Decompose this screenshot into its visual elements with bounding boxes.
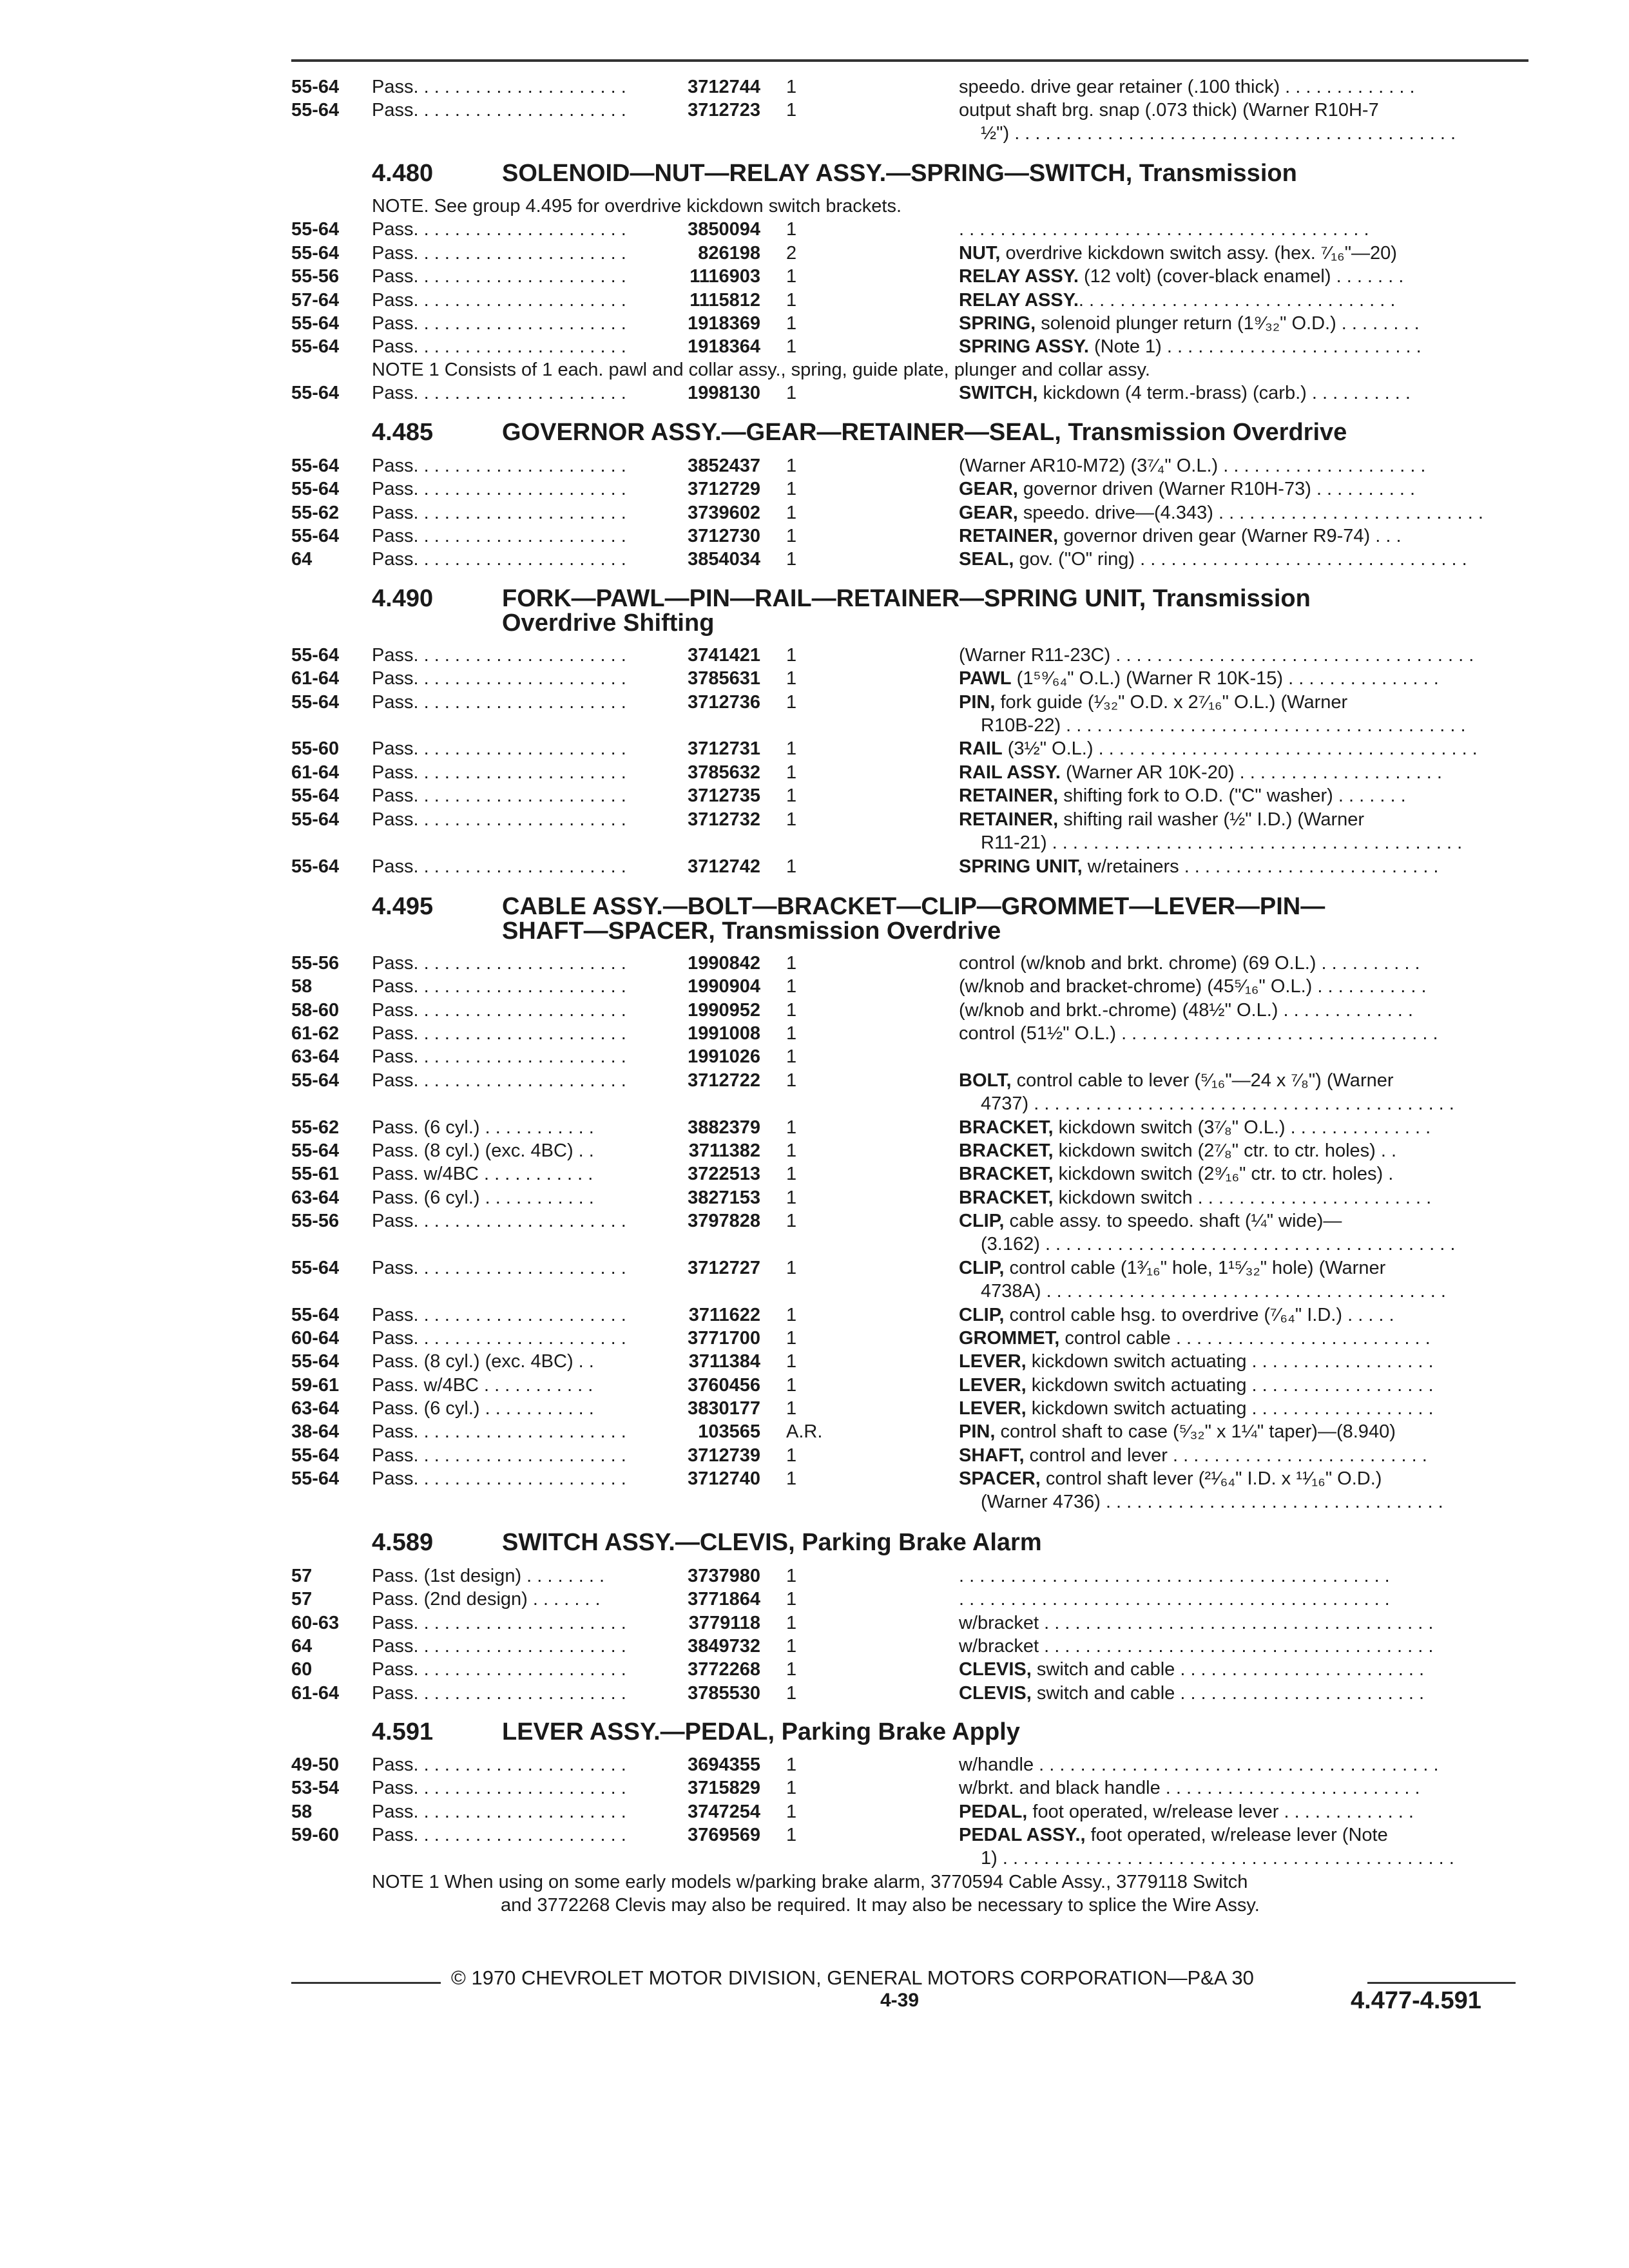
model-years: 63-64 — [291, 1046, 340, 1067]
quantity: 1 — [786, 1802, 797, 1822]
copyright: © 1970 CHEVROLET MOTOR DIVISION, GENERAL MOTORS CORPORATION—P&A 30 — [451, 1966, 1254, 1989]
description: speedo. drive gear retainer (.100 thick) . . . . . . . . . . . . . — [959, 77, 1415, 97]
model-years: 61-64 — [291, 762, 340, 783]
part-number: 3785632 — [688, 762, 760, 783]
quantity: 1 — [786, 219, 797, 240]
part-number: 3712744 — [688, 77, 760, 97]
application: Pass. . . . . . . . . . . . . . . . . . . . . — [372, 1802, 626, 1822]
group-title: LEVER ASSY.—PEDAL, Parking Brake Apply — [502, 1718, 1020, 1745]
model-years: 49-50 — [291, 1754, 340, 1775]
quantity: 1 — [786, 809, 797, 830]
description: BRACKET, kickdown switch (3⁷⁄₈" O.L.) . . . . . . . . . . . . . . — [959, 1117, 1431, 1138]
model-years: 55-56 — [291, 266, 340, 287]
quantity: 1 — [786, 1000, 797, 1021]
quantity: 1 — [786, 1117, 797, 1138]
part-number: 3712735 — [688, 785, 760, 806]
quantity: 1 — [786, 1140, 797, 1161]
model-years: 63-64 — [291, 1398, 340, 1419]
part-number: 3712739 — [688, 1445, 760, 1466]
part-number: 3779118 — [688, 1613, 760, 1633]
part-number: 3712732 — [688, 809, 760, 830]
description: . . . . . . . . . . . . . . . . . . . . . . . . . . . . . . . . . . . . . . . . . . — [959, 1589, 1390, 1610]
description: SPACER, control shaft lever (²¹⁄₆₄" I.D. x ¹¹⁄₁₆" O.D.) — [959, 1468, 1382, 1489]
model-years: 64 — [291, 1636, 313, 1657]
description: BRACKET, kickdown switch (2⁷⁄₈" ctr. to ctr. holes) . . — [959, 1140, 1397, 1161]
quantity: 1 — [786, 100, 797, 120]
model-years: 60-64 — [291, 1328, 340, 1349]
quantity: 1 — [786, 479, 797, 499]
quantity: 1 — [786, 692, 797, 713]
application: Pass. . . . . . . . . . . . . . . . . . . . . — [372, 1778, 626, 1798]
model-years: 59-61 — [291, 1375, 340, 1396]
model-years: 61-64 — [291, 668, 340, 689]
application: Pass. . . . . . . . . . . . . . . . . . . . . — [372, 1305, 626, 1325]
description: PEDAL, foot operated, w/release lever . . . . . . . . . . . . . — [959, 1802, 1414, 1822]
part-number: 3712727 — [688, 1258, 760, 1278]
model-years: 55-64 — [291, 1351, 340, 1372]
group-number: 4.591 — [372, 1718, 434, 1745]
part-number: 3712740 — [688, 1468, 760, 1489]
part-number: 3712729 — [688, 479, 760, 499]
application: Pass. . . . . . . . . . . . . . . . . . . . . — [372, 243, 626, 264]
description: SHAFT, control and lever . . . . . . . . . . . . . . . . . . . . . . . . . — [959, 1445, 1427, 1466]
quantity: 1 — [786, 503, 797, 523]
description: control (w/knob and brkt. chrome) (69 O.L.) . . . . . . . . . . — [959, 953, 1420, 974]
description: LEVER, kickdown switch actuating . . . . . . . . . . . . . . . . . . — [959, 1375, 1434, 1396]
model-years: 58 — [291, 1802, 313, 1822]
quantity: 1 — [786, 1258, 797, 1278]
model-years: 55-64 — [291, 383, 340, 403]
quantity: 1 — [786, 976, 797, 997]
model-years: 55-61 — [291, 1164, 340, 1184]
description: LEVER, kickdown switch actuating . . . . . . . . . . . . . . . . . . — [959, 1351, 1434, 1372]
application: Pass. . . . . . . . . . . . . . . . . . . . . — [372, 100, 626, 120]
quantity: 2 — [786, 243, 797, 264]
part-number: 1918369 — [688, 313, 760, 334]
model-years: 59-60 — [291, 1825, 340, 1845]
description: RELAY ASSY. (12 volt) (cover-black enamel) . . . . . . . — [959, 266, 1404, 287]
model-years: 55-64 — [291, 336, 340, 357]
model-years: 55-64 — [291, 1468, 340, 1489]
model-years: 55-64 — [291, 856, 340, 877]
part-number: 3711384 — [688, 1351, 760, 1372]
application: Pass. . . . . . . . . . . . . . . . . . . . . — [372, 336, 626, 357]
quantity: 1 — [786, 856, 797, 877]
model-years: 53-54 — [291, 1778, 340, 1798]
model-years: 60 — [291, 1659, 313, 1680]
group-title: SWITCH ASSY.—CLEVIS, Parking Brake Alarm — [502, 1529, 1042, 1556]
model-years: 57 — [291, 1589, 313, 1610]
quantity: 1 — [786, 336, 797, 357]
description: (w/knob and bracket-chrome) (45⁵⁄₁₆" O.L.) . . . . . . . . . . . — [959, 976, 1427, 997]
note: NOTE. See group 4.495 for overdrive kickdown switch brackets. — [372, 196, 902, 216]
model-years: 55-64 — [291, 1445, 340, 1466]
application: Pass. . . . . . . . . . . . . . . . . . . . . — [372, 1328, 626, 1349]
part-number: 3712723 — [688, 100, 760, 120]
description: . . . . . . . . . . . . . . . . . . . . . . . . . . . . . . . . . . . . . . . . — [959, 219, 1369, 240]
part-number: 3849732 — [688, 1636, 760, 1657]
description: GEAR, governor driven (Warner R10H-73) . . . . . . . . . . — [959, 479, 1416, 499]
model-years: 55-64 — [291, 243, 340, 264]
quantity: 1 — [786, 1305, 797, 1325]
group-range: 4.477-4.591 — [1351, 1987, 1481, 2014]
application: Pass. . . . . . . . . . . . . . . . . . . . . — [372, 1636, 626, 1657]
model-years: 55-64 — [291, 645, 340, 666]
description: SPRING, solenoid plunger return (1⁹⁄₃₂" O.D.) . . . . . . . . — [959, 313, 1420, 334]
quantity: 1 — [786, 549, 797, 570]
quantity: 1 — [786, 738, 797, 759]
quantity: 1 — [786, 1070, 797, 1091]
part-number: 3694355 — [688, 1754, 760, 1775]
top-rule — [291, 59, 1528, 62]
part-number: 3715829 — [688, 1778, 760, 1798]
quantity: 1 — [786, 1164, 797, 1184]
application: Pass. . . . . . . . . . . . . . . . . . . . . — [372, 1445, 626, 1466]
part-number: 1918364 — [688, 336, 760, 357]
application: Pass. (6 cyl.) . . . . . . . . . . . — [372, 1398, 594, 1419]
part-number: 3772268 — [688, 1659, 760, 1680]
quantity: 1 — [786, 1445, 797, 1466]
application: Pass. . . . . . . . . . . . . . . . . . . . . — [372, 526, 626, 546]
part-number: 3854034 — [688, 549, 760, 570]
description: GROMMET, control cable . . . . . . . . . . . . . . . . . . . . . . . . . — [959, 1328, 1431, 1349]
application: Pass. . . . . . . . . . . . . . . . . . . . . — [372, 785, 626, 806]
model-years: 57-64 — [291, 290, 340, 311]
model-years: 55-64 — [291, 785, 340, 806]
group-number: 4.495 — [372, 893, 434, 920]
description: RAIL ASSY. (Warner AR 10K-20) . . . . . . . . . . . . . . . . . . . . — [959, 762, 1442, 783]
model-years: 58 — [291, 976, 313, 997]
part-number: 1116903 — [689, 266, 760, 287]
description: PAWL (1⁵⁹⁄₆₄" O.L.) (Warner R 10K-15) . . . . . . . . . . . . . . . — [959, 668, 1439, 689]
model-years: 55-64 — [291, 1070, 340, 1091]
description: GEAR, speedo. drive—(4.343) . . . . . . . . . . . . . . . . . . . . . . . . . . — [959, 503, 1483, 523]
model-years: 55-64 — [291, 313, 340, 334]
application: Pass. (8 cyl.) (exc. 4BC) . . — [372, 1351, 594, 1372]
description: RETAINER, shifting rail washer (½" I.D.) (Warner — [959, 809, 1365, 830]
part-number: 3771864 — [688, 1589, 760, 1610]
part-number: 3722513 — [688, 1164, 760, 1184]
group-title: GOVERNOR ASSY.—GEAR—RETAINER—SEAL, Transmission Overdrive — [502, 419, 1347, 446]
quantity: 1 — [786, 1211, 797, 1231]
part-number: 1990904 — [688, 976, 760, 997]
description: output shaft brg. snap (.073 thick) (Warner R10H-7 — [959, 100, 1379, 120]
application: Pass. . . . . . . . . . . . . . . . . . . . . — [372, 1421, 626, 1442]
part-number: 1990842 — [688, 953, 760, 974]
quantity: 1 — [786, 1683, 797, 1704]
part-number: 1998130 — [688, 383, 760, 403]
description: CLIP, control cable hsg. to overdrive (⁷⁄₆₄" I.D.) . . . . . — [959, 1305, 1394, 1325]
description-continuation: ½") . . . . . . . . . . . . . . . . . . . . . . . . . . . . . . . . . . . . . . . . . . . — [981, 123, 1456, 144]
application: Pass. . . . . . . . . . . . . . . . . . . . . — [372, 503, 626, 523]
application: Pass. . . . . . . . . . . . . . . . . . . . . — [372, 976, 626, 997]
description: RAIL (3½" O.L.) . . . . . . . . . . . . . . . . . . . . . . . . . . . . . . . . . . . . . — [959, 738, 1478, 759]
model-years: 61-64 — [291, 1683, 340, 1704]
quantity: 1 — [786, 290, 797, 311]
part-number: 3830177 — [688, 1398, 760, 1419]
description: NUT, overdrive kickdown switch assy. (hex. ⁷⁄₁₆"—20) — [959, 243, 1397, 264]
description: PIN, control shaft to case (⁵⁄₃₂" x 1¼" taper)—(8.940) — [959, 1421, 1396, 1442]
description: PEDAL ASSY., foot operated, w/release lever (Note — [959, 1825, 1388, 1845]
quantity: 1 — [786, 668, 797, 689]
part-number: 1115812 — [689, 290, 760, 311]
quantity: 1 — [786, 1636, 797, 1657]
group-heading — [372, 159, 1297, 188]
application: Pass. . . . . . . . . . . . . . . . . . . . . — [372, 856, 626, 877]
part-number: 3785631 — [688, 668, 760, 689]
quantity: 1 — [786, 1613, 797, 1633]
quantity: 1 — [786, 1589, 797, 1610]
quantity: 1 — [786, 313, 797, 334]
application: Pass. (2nd design) . . . . . . . — [372, 1589, 601, 1610]
part-number: 3882379 — [688, 1117, 760, 1138]
application: Pass. w/4BC . . . . . . . . . . . — [372, 1164, 593, 1184]
description: LEVER, kickdown switch actuating . . . . . . . . . . . . . . . . . . — [959, 1398, 1434, 1419]
application: Pass. . . . . . . . . . . . . . . . . . . . . — [372, 1023, 626, 1044]
model-years: 55-64 — [291, 77, 340, 97]
group-number: 4.589 — [372, 1529, 434, 1556]
footer-rule — [291, 1982, 441, 1984]
application: Pass. . . . . . . . . . . . . . . . . . . . . — [372, 953, 626, 974]
application: Pass. . . . . . . . . . . . . . . . . . . . . — [372, 809, 626, 830]
group-title-line2: Overdrive Shifting — [502, 610, 715, 637]
part-number: 3712736 — [688, 692, 760, 713]
model-years: 55-64 — [291, 100, 340, 120]
description: w/bracket . . . . . . . . . . . . . . . . . . . . . . . . . . . . . . . . . . . . . . — [959, 1613, 1434, 1633]
description: PIN, fork guide (¹⁄₃₂" O.D. x 2⁷⁄₁₆" O.L.) (Warner — [959, 692, 1348, 713]
part-number: 3741421 — [688, 645, 760, 666]
part-number: 3769569 — [688, 1825, 760, 1845]
application: Pass. (8 cyl.) (exc. 4BC) . . — [372, 1140, 594, 1161]
application: Pass. . . . . . . . . . . . . . . . . . . . . — [372, 668, 626, 689]
part-number: 3711622 — [688, 1305, 760, 1325]
quantity: 1 — [786, 266, 797, 287]
quantity: A.R. — [786, 1421, 823, 1442]
application: Pass. . . . . . . . . . . . . . . . . . . . . — [372, 1211, 626, 1231]
model-years: 55-56 — [291, 1211, 340, 1231]
note: and 3772268 Clevis may also be required. It may also be necessary to splice the Wire Assy. — [501, 1895, 1260, 1916]
application: Pass. . . . . . . . . . . . . . . . . . . . . — [372, 290, 626, 311]
quantity: 1 — [786, 645, 797, 666]
note: NOTE 1 When using on some early models w/parking brake alarm, 3770594 Cable Assy., 3779118 Switch — [372, 1872, 1248, 1892]
quantity: 1 — [786, 77, 797, 97]
application: Pass. . . . . . . . . . . . . . . . . . . . . — [372, 762, 626, 783]
quantity: 1 — [786, 1825, 797, 1845]
description: . . . . . . . . . . . . . . . . . . . . . . . . . . . . . . . . . . . . . . . . . . — [959, 1566, 1390, 1586]
part-number: 3739602 — [688, 503, 760, 523]
quantity: 1 — [786, 1778, 797, 1798]
group-heading — [372, 1717, 1020, 1747]
model-years: 55-64 — [291, 1305, 340, 1325]
description: BOLT, control cable to lever (⁵⁄₁₆"—24 x ⁷⁄₈") (Warner — [959, 1070, 1394, 1091]
model-years: 55-64 — [291, 526, 340, 546]
application: Pass. . . . . . . . . . . . . . . . . . . . . — [372, 266, 626, 287]
description: CLIP, cable assy. to speedo. shaft (¼" wide)— — [959, 1211, 1342, 1231]
description: (Warner AR10-M72) (3⁷⁄₄" O.L.) . . . . . . . . . . . . . . . . . . . . — [959, 456, 1426, 476]
application: Pass. . . . . . . . . . . . . . . . . . . . . — [372, 1046, 626, 1067]
description-continuation: 4737) . . . . . . . . . . . . . . . . . . . . . . . . . . . . . . . . . . . . . . . . . — [981, 1093, 1454, 1114]
model-years: 63-64 — [291, 1187, 340, 1208]
application: Pass. . . . . . . . . . . . . . . . . . . . . — [372, 313, 626, 334]
application: Pass. . . . . . . . . . . . . . . . . . . . . — [372, 77, 626, 97]
group-number: 4.480 — [372, 160, 434, 187]
group-title: CABLE ASSY.—BOLT—BRACKET—CLIP—GROMMET—LEVER—PIN— — [502, 893, 1325, 920]
model-years: 55-56 — [291, 953, 340, 974]
group-title: SOLENOID—NUT—RELAY ASSY.—SPRING—SWITCH, Transmission — [502, 160, 1297, 187]
part-number: 3785530 — [688, 1683, 760, 1704]
application: Pass. . . . . . . . . . . . . . . . . . . . . — [372, 219, 626, 240]
application: Pass. . . . . . . . . . . . . . . . . . . . . — [372, 1070, 626, 1091]
model-years: 38-64 — [291, 1421, 340, 1442]
description-continuation: 1) . . . . . . . . . . . . . . . . . . . . . . . . . . . . . . . . . . . . . . . . . . . . — [981, 1848, 1454, 1869]
model-years: 60-63 — [291, 1613, 340, 1633]
description: control (51½" O.L.) . . . . . . . . . . . . . . . . . . . . . . . . . . . . . . . — [959, 1023, 1438, 1044]
note: NOTE 1 Consists of 1 each. pawl and collar assy., spring, guide plate, plunger and collar assy. — [372, 360, 1150, 380]
description: CLIP, control cable (1³⁄₁₆" hole, 1¹⁵⁄₃₂" hole) (Warner — [959, 1258, 1386, 1278]
part-number: 3852437 — [688, 456, 760, 476]
part-number: 3712722 — [688, 1070, 760, 1091]
description: RETAINER, governor driven gear (Warner R9-74) . . . — [959, 526, 1402, 546]
footer-rule — [1367, 1982, 1516, 1984]
quantity: 1 — [786, 762, 797, 783]
group-heading — [372, 418, 1347, 447]
model-years: 55-60 — [291, 738, 340, 759]
part-number: 3747254 — [688, 1802, 760, 1822]
application: Pass. . . . . . . . . . . . . . . . . . . . . — [372, 456, 626, 476]
description-continuation: R10B-22) . . . . . . . . . . . . . . . . . . . . . . . . . . . . . . . . . . . . . . . — [981, 715, 1466, 736]
quantity: 1 — [786, 526, 797, 546]
model-years: 58-60 — [291, 1000, 340, 1021]
quantity: 1 — [786, 1754, 797, 1775]
page-number: 4-39 — [880, 1990, 920, 2011]
quantity: 1 — [786, 1468, 797, 1489]
quantity: 1 — [786, 1046, 797, 1067]
application: Pass. . . . . . . . . . . . . . . . . . . . . — [372, 1258, 626, 1278]
part-number: 3712742 — [688, 856, 760, 877]
application: Pass. . . . . . . . . . . . . . . . . . . . . — [372, 549, 626, 570]
description: SWITCH, kickdown (4 term.-brass) (carb.) . . . . . . . . . . — [959, 383, 1411, 403]
part-number: 3712730 — [688, 526, 760, 546]
quantity: 1 — [786, 1375, 797, 1396]
part-number: 826198 — [698, 243, 760, 264]
application: Pass. . . . . . . . . . . . . . . . . . . . . — [372, 1754, 626, 1775]
application: Pass. . . . . . . . . . . . . . . . . . . . . — [372, 1659, 626, 1680]
part-number: 3737980 — [688, 1566, 760, 1586]
description-continuation: (Warner 4736) . . . . . . . . . . . . . . . . . . . . . . . . . . . . . . . . . — [981, 1492, 1443, 1512]
model-years: 55-64 — [291, 692, 340, 713]
quantity: 1 — [786, 456, 797, 476]
description: BRACKET, kickdown switch (2⁹⁄₁₆" ctr. to ctr. holes) . — [959, 1164, 1394, 1184]
quantity: 1 — [786, 1023, 797, 1044]
application: Pass. . . . . . . . . . . . . . . . . . . . . — [372, 1683, 626, 1704]
model-years: 55-64 — [291, 219, 340, 240]
group-number: 4.490 — [372, 585, 434, 612]
part-number: 3771700 — [688, 1328, 760, 1349]
application: Pass. . . . . . . . . . . . . . . . . . . . . — [372, 1468, 626, 1489]
application: Pass. (6 cyl.) . . . . . . . . . . . — [372, 1117, 594, 1138]
quantity: 1 — [786, 383, 797, 403]
application: Pass. . . . . . . . . . . . . . . . . . . . . — [372, 383, 626, 403]
description-continuation: R11-21) . . . . . . . . . . . . . . . . . . . . . . . . . . . . . . . . . . . . . . . . — [981, 832, 1463, 853]
model-years: 55-62 — [291, 1117, 340, 1138]
application: Pass. . . . . . . . . . . . . . . . . . . . . — [372, 1825, 626, 1845]
description: RETAINER, shifting fork to O.D. ("C" washer) . . . . . . . — [959, 785, 1406, 806]
description: w/brkt. and black handle . . . . . . . . . . . . . . . . . . . . . . . . . — [959, 1778, 1420, 1798]
part-number: 1991008 — [688, 1023, 760, 1044]
application: Pass. . . . . . . . . . . . . . . . . . . . . — [372, 692, 626, 713]
description: SPRING UNIT, w/retainers . . . . . . . . . . . . . . . . . . . . . . . . . — [959, 856, 1439, 877]
quantity: 1 — [786, 1328, 797, 1349]
application: Pass. . . . . . . . . . . . . . . . . . . . . — [372, 645, 626, 666]
description: SPRING ASSY. (Note 1) . . . . . . . . . . . . . . . . . . . . . . . . . — [959, 336, 1422, 357]
application: Pass. . . . . . . . . . . . . . . . . . . . . — [372, 1613, 626, 1633]
description: CLEVIS, switch and cable . . . . . . . . . . . . . . . . . . . . . . . . — [959, 1659, 1425, 1680]
application: Pass. (1st design) . . . . . . . . — [372, 1566, 605, 1586]
quantity: 1 — [786, 953, 797, 974]
description: (w/knob and brkt.-chrome) (48½" O.L.) . . . . . . . . . . . . . — [959, 1000, 1413, 1021]
quantity: 1 — [786, 1659, 797, 1680]
description: RELAY ASSY.. . . . . . . . . . . . . . . . . . . . . . . . . . . . . . . — [959, 290, 1396, 311]
application: Pass. . . . . . . . . . . . . . . . . . . . . — [372, 738, 626, 759]
model-years: 55-64 — [291, 479, 340, 499]
quantity: 1 — [786, 1566, 797, 1586]
part-number: 3827153 — [688, 1187, 760, 1208]
description: CLEVIS, switch and cable . . . . . . . . . . . . . . . . . . . . . . . . — [959, 1683, 1425, 1704]
model-years: 57 — [291, 1566, 313, 1586]
part-number: 3712731 — [688, 738, 760, 759]
description: BRACKET, kickdown switch . . . . . . . . . . . . . . . . . . . . . . . — [959, 1187, 1432, 1208]
description: (Warner R11-23C) . . . . . . . . . . . . . . . . . . . . . . . . . . . . . . . . . . . — [959, 645, 1474, 666]
group-title-line2: SHAFT—SPACER, Transmission Overdrive — [502, 918, 1001, 945]
application: Pass. . . . . . . . . . . . . . . . . . . . . — [372, 479, 626, 499]
model-years: 55-64 — [291, 1140, 340, 1161]
application: Pass. . . . . . . . . . . . . . . . . . . . . — [372, 1000, 626, 1021]
model-years: 55-64 — [291, 1258, 340, 1278]
description: w/handle . . . . . . . . . . . . . . . . . . . . . . . . . . . . . . . . . . . . . . . — [959, 1754, 1439, 1775]
model-years: 64 — [291, 549, 313, 570]
description: w/bracket . . . . . . . . . . . . . . . . . . . . . . . . . . . . . . . . . . . . . . — [959, 1636, 1434, 1657]
part-number: 3850094 — [688, 219, 760, 240]
application: Pass. w/4BC . . . . . . . . . . . — [372, 1375, 593, 1396]
part-number: 1991026 — [688, 1046, 760, 1067]
application: Pass. (6 cyl.) . . . . . . . . . . . — [372, 1187, 594, 1208]
quantity: 1 — [786, 1351, 797, 1372]
model-years: 55-64 — [291, 809, 340, 830]
part-number: 3711382 — [688, 1140, 760, 1161]
quantity: 1 — [786, 1398, 797, 1419]
model-years: 61-62 — [291, 1023, 340, 1044]
group-title: FORK—PAWL—PIN—RAIL—RETAINER—SPRING UNIT, Transmission — [502, 585, 1311, 612]
model-years: 55-64 — [291, 456, 340, 476]
part-number: 1990952 — [688, 1000, 760, 1021]
part-number: 103565 — [698, 1421, 760, 1442]
group-number: 4.485 — [372, 419, 434, 446]
description-continuation: (3.162) . . . . . . . . . . . . . . . . . . . . . . . . . . . . . . . . . . . . . . . . — [981, 1234, 1456, 1254]
quantity: 1 — [786, 1187, 797, 1208]
quantity: 1 — [786, 785, 797, 806]
group-heading — [372, 1528, 1042, 1557]
description-continuation: 4738A) . . . . . . . . . . . . . . . . . . . . . . . . . . . . . . . . . . . . . . . — [981, 1281, 1446, 1302]
description: SEAL, gov. ("O" ring) . . . . . . . . . . . . . . . . . . . . . . . . . . . . . . . . — [959, 549, 1467, 570]
model-years: 55-62 — [291, 503, 340, 523]
part-number: 3760456 — [688, 1375, 760, 1396]
part-number: 3797828 — [688, 1211, 760, 1231]
